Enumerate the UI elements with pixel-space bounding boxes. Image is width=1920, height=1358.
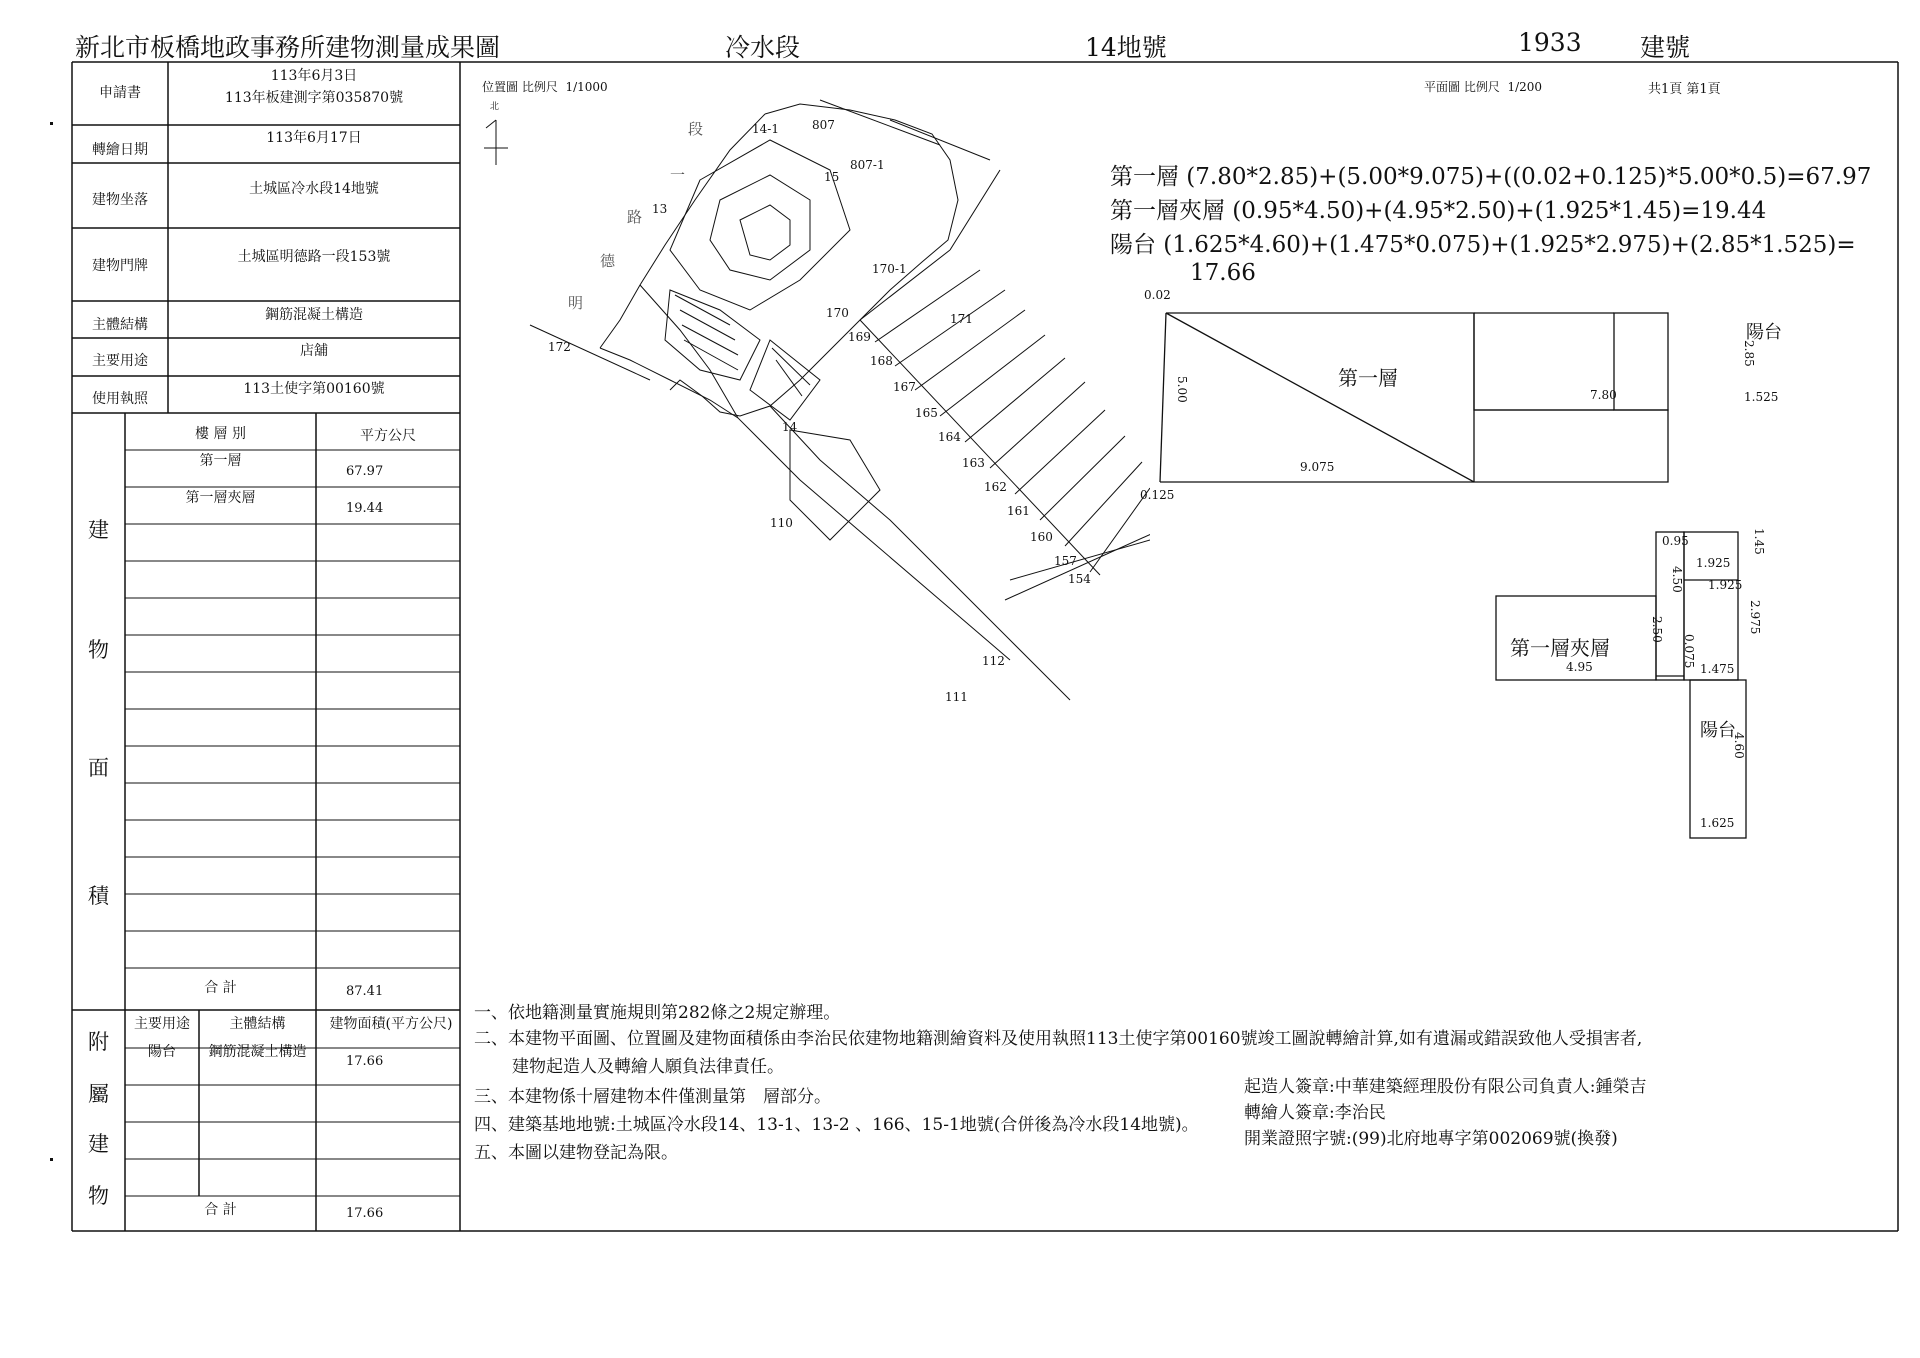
parcel-number: 110 [770, 516, 793, 530]
dim-label: 0.95 [1662, 534, 1689, 548]
dim-label: 0.125 [1140, 488, 1175, 502]
road-char: 路 [627, 208, 643, 226]
dim-label: 2.50 [1650, 616, 1664, 643]
section-name: 冷水段 [725, 33, 801, 62]
dim-label: 2.85 [1742, 340, 1756, 367]
dim-label: 1.925 [1708, 578, 1743, 592]
transfer-date-label: 轉繪日期 [92, 141, 148, 158]
document-title: 新北市板橋地政事務所建物測量成果圖 [75, 33, 501, 62]
annex-total: 17.66 [346, 1206, 384, 1221]
application-label: 申請書 [99, 84, 141, 101]
parcel-number: 162 [984, 480, 1007, 494]
annex-use: 陽台 [148, 1044, 176, 1061]
parcel-number: 170-1 [872, 262, 907, 276]
dim-label: 4.60 [1732, 732, 1746, 759]
dim-label: 4.50 [1670, 566, 1684, 593]
area-formula: 第一層夾層 (0.95*4.50)+(4.95*2.50)+(1.925*1.45)=19.44 [1110, 198, 1767, 224]
parcel-number: 154 [1068, 572, 1091, 586]
parcel-number: 169 [848, 330, 871, 344]
building-address: 土城區明德路一段153號 [237, 249, 391, 266]
use-label: 主要用途 [92, 353, 148, 370]
note-line: 五、本圖以建物登記為限。 [474, 1143, 678, 1163]
note-line: 建物起造人及轉繪人願負法律責任。 [512, 1057, 784, 1077]
parcel-number: 172 [548, 340, 571, 354]
parcel-number: 13 [652, 202, 668, 216]
parcel-number: 14 [782, 420, 798, 434]
builder-signature: 起造人簽章:中華建築經理股份有限公司負責人:鍾榮吉 [1244, 1077, 1647, 1097]
parcel-number: 111 [945, 690, 968, 704]
annex-area: 17.66 [346, 1054, 384, 1069]
area-column-header: 平方公尺 [360, 428, 416, 445]
area-formula-result: 17.66 [1190, 260, 1256, 286]
location-map-label: 位置圖 比例尺 1/1000 [482, 80, 608, 94]
floor-plan-label: 平面圖 比例尺 1/200 [1424, 80, 1543, 94]
dim-label: 0.075 [1682, 634, 1696, 669]
side-char: 面 [88, 755, 109, 780]
building-number: 1933 [1518, 28, 1582, 57]
application-date: 113年6月3日 [270, 68, 358, 85]
room-balcony-upper: 陽台 [1746, 322, 1782, 343]
license-number: 開業證照字號:(99)北府地專字第002069號(換發) [1244, 1129, 1618, 1149]
road-char: 德 [600, 252, 616, 270]
dim-label: 1.45 [1752, 528, 1766, 555]
parcel-number: 157 [1054, 554, 1077, 568]
address-label: 建物門牌 [92, 258, 148, 275]
dim-label: 1.475 [1700, 662, 1735, 676]
area-total: 87.41 [346, 984, 384, 999]
floor-name: 第一層 [199, 453, 242, 470]
parcel-number: 165 [915, 406, 938, 420]
building-location: 土城區冷水段14地號 [249, 181, 379, 198]
side-char: 建 [88, 517, 109, 542]
floor-plan-drawing [1140, 300, 1790, 850]
annex-total-label: 合 計 [204, 1202, 237, 1219]
main-use: 店舖 [300, 343, 328, 360]
side-char: 建 [88, 1131, 109, 1156]
road-char: 明 [568, 294, 584, 312]
room-mezzanine: 第一層夾層 [1510, 636, 1610, 660]
dim-label: 7.80 [1590, 388, 1617, 402]
dim-label: 1.925 [1696, 556, 1731, 570]
north-label: 北 [490, 102, 500, 112]
area-formula: 第一層 (7.80*2.85)+(5.00*9.075)+((0.02+0.125)*5.00*0.5)=67.97 [1110, 164, 1872, 190]
note-line: 一、依地籍測量實施規則第282條之2規定辦理。 [474, 1003, 841, 1023]
dim-label: 5.00 [1175, 376, 1189, 403]
area-total-label: 合 計 [204, 980, 237, 997]
land-number: 14地號 [1085, 33, 1167, 62]
floor-area: 67.97 [346, 464, 384, 479]
dim-label: 1.525 [1744, 390, 1779, 404]
usage-permit: 113土使字第00160號 [243, 381, 385, 398]
dim-label: 2.975 [1748, 600, 1762, 635]
room-balcony-lower: 陽台 [1700, 720, 1736, 741]
parcel-number: 15 [824, 170, 840, 184]
main-structure: 鋼筋混凝土構造 [265, 307, 363, 324]
annex-use-header: 主要用途 [134, 1016, 190, 1033]
side-char: 物 [88, 1183, 109, 1208]
floor-area: 19.44 [346, 501, 384, 516]
parcel-number: 163 [962, 456, 985, 470]
side-char: 屬 [88, 1081, 109, 1106]
parcel-number: 171 [950, 312, 973, 326]
parcel-number: 807 [812, 118, 835, 132]
location-label: 建物坐落 [92, 192, 148, 209]
side-char: 物 [88, 637, 109, 662]
building-number-suffix: 建號 [1640, 33, 1691, 62]
dim-label: 4.95 [1566, 660, 1593, 674]
application-number: 113年板建測字第035870號 [224, 90, 404, 107]
annex-structure: 鋼筋混凝土構造 [208, 1044, 307, 1061]
parcel-number: 164 [938, 430, 961, 444]
dim-label: 1.625 [1700, 816, 1735, 830]
side-char: 附 [88, 1029, 109, 1054]
parcel-number: 807-1 [850, 158, 885, 172]
transferrer-signature: 轉繪人簽章:李治民 [1244, 1103, 1386, 1123]
note-line: 二、本建物平面圖、位置圖及建物面積係由李治民依建物地籍測繪資料及使用執照113土使字第00160號竣工圖說轉繪計算,如有遺漏或錯誤致他人受損害者, [474, 1029, 1643, 1049]
note-line: 四、建築基地地號:土城區冷水段14、13-1、13-2 、166、15-1地號(合併後為冷水段14地號)。 [474, 1115, 1199, 1135]
dim-label: 0.02 [1144, 288, 1171, 302]
parcel-number: 14-1 [752, 122, 779, 136]
parcel-number: 112 [982, 654, 1005, 668]
road-char: 段 [688, 120, 704, 138]
location-map [470, 80, 1150, 720]
permit-label: 使用執照 [92, 391, 148, 408]
note-line: 三、本建物係十層建物本件僅測量第 層部分。 [474, 1087, 831, 1107]
floor-name: 第一層夾層 [185, 490, 256, 507]
floor-column-header: 樓 層 別 [195, 426, 246, 443]
page-count: 共1頁 第1頁 [1648, 82, 1721, 97]
parcel-number: 167 [893, 380, 916, 394]
side-char: 積 [88, 883, 109, 908]
parcel-number: 170 [826, 306, 849, 320]
parcel-number: 161 [1007, 504, 1030, 518]
transfer-date: 113年6月17日 [266, 130, 362, 147]
annex-structure-header: 主體結構 [229, 1016, 286, 1033]
dim-label: 9.075 [1300, 460, 1335, 474]
parcel-number: 168 [870, 354, 893, 368]
parcel-number: 160 [1030, 530, 1053, 544]
structure-label: 主體結構 [92, 317, 148, 334]
road-char: 一 [670, 166, 686, 184]
area-formula: 陽台 (1.625*4.60)+(1.475*0.075)+(1.925*2.975)+(2.85*1.525)= [1110, 232, 1856, 258]
room-floor1: 第一層 [1338, 366, 1398, 390]
annex-area-header: 建物面積(平方公尺) [329, 1016, 453, 1033]
